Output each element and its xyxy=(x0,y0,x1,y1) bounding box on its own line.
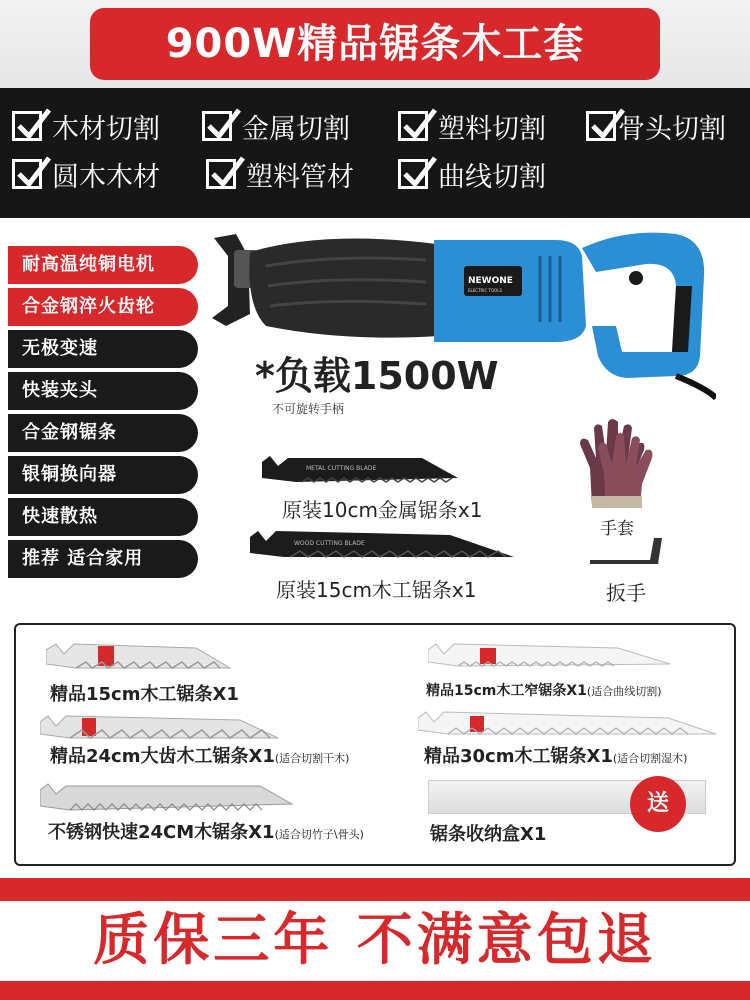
blade-item xyxy=(50,680,239,706)
blade-name: 精品30cm木工锯条X1 xyxy=(424,746,613,767)
warranty-text: 质保三年 不满意包退 xyxy=(0,901,750,981)
blade-print-text: WOOD CUTTING BLADE xyxy=(294,540,365,547)
feature-item xyxy=(12,106,160,146)
blade-image xyxy=(40,780,296,814)
product-title: 900W精品锯条木工套 xyxy=(90,8,660,80)
feature-label: 骨头切割 xyxy=(618,113,726,145)
title-bar xyxy=(0,0,750,88)
blade-image xyxy=(40,712,280,744)
wood-blade-label: 原装15cm木工锯条x1 xyxy=(276,578,477,602)
selling-point-tag: 快速散热 xyxy=(8,498,198,536)
feature-item xyxy=(398,106,546,146)
metal-blade-label: 原装10cm金属锯条x1 xyxy=(282,498,483,522)
feature-panel xyxy=(0,88,750,218)
feature-item xyxy=(202,106,350,146)
checkbox-icon xyxy=(12,159,42,189)
selling-point-tag: 耐高温纯铜电机 xyxy=(8,246,198,284)
blade-item xyxy=(424,742,687,768)
blade-name: 精品15cm木工窄锯条X1 xyxy=(426,683,587,699)
blade-name: 精品15cm木工锯条X1 xyxy=(50,684,239,705)
blade-note: (适合曲线切割) xyxy=(586,685,662,698)
blade-note: (适合切竹子\骨头) xyxy=(274,828,364,841)
wood-blade-image xyxy=(250,527,516,563)
blade-name: 不锈钢快速24CM木锯条X1 xyxy=(48,822,275,843)
feature-label: 金属切割 xyxy=(242,113,350,145)
feature-label: 塑料管材 xyxy=(246,161,354,193)
blade-item xyxy=(48,818,364,844)
feature-label: 圆木木材 xyxy=(52,161,160,193)
brand-sub-text: ELECTRIC TOOLS xyxy=(468,288,503,293)
selling-point-tag: 无极变速 xyxy=(8,330,198,368)
handle-note: 不可旋转手柄 xyxy=(272,402,345,416)
selling-point-tag: 快装夹头 xyxy=(8,372,198,410)
blade-item xyxy=(430,820,546,846)
selling-point-tag: 合金钢锯条 xyxy=(8,414,198,452)
checkbox-icon xyxy=(202,111,232,141)
feature-label: 木材切割 xyxy=(52,113,160,145)
wrench-label: 扳手 xyxy=(606,581,646,605)
load-power-text: *负载1500W xyxy=(255,354,499,398)
blade-print-text: METAL CUTTING BLADE xyxy=(306,465,377,472)
selling-point-tag: 合金钢淬火齿轮 xyxy=(8,288,198,326)
selling-point-tag: 银铜换向器 xyxy=(8,456,198,494)
checkbox-icon xyxy=(586,111,616,141)
blade-name: 锯条收纳盒X1 xyxy=(430,824,547,845)
brand-logo-text: NEWONE xyxy=(468,276,513,286)
warranty-banner xyxy=(0,878,750,1000)
selling-point-tag: 推荐 适合家用 xyxy=(8,540,198,578)
blade-item xyxy=(426,680,662,700)
gloves-icon xyxy=(576,418,662,510)
feature-item xyxy=(398,154,546,194)
checkbox-icon xyxy=(398,111,428,141)
feature-item xyxy=(586,106,726,146)
blade-note: (适合切割干木) xyxy=(274,752,350,765)
feature-label: 曲线切割 xyxy=(438,161,546,193)
blade-note: (适合切割湿木) xyxy=(612,752,688,765)
blade-image xyxy=(46,640,232,674)
feature-label: 塑料切割 xyxy=(438,113,546,145)
feature-item xyxy=(206,154,354,194)
blade-name: 精品24cm大齿木工锯条X1 xyxy=(50,746,275,767)
blade-image xyxy=(418,708,718,740)
blade-image xyxy=(428,640,672,674)
checkbox-icon xyxy=(12,111,42,141)
checkbox-icon xyxy=(206,159,236,189)
gift-badge: 送 xyxy=(630,776,686,832)
gloves-label: 手套 xyxy=(600,519,634,539)
checkbox-icon xyxy=(398,159,428,189)
metal-blade-image xyxy=(262,452,462,486)
feature-item xyxy=(12,154,160,194)
hex-wrench-icon xyxy=(588,534,668,566)
blade-item xyxy=(50,742,349,768)
